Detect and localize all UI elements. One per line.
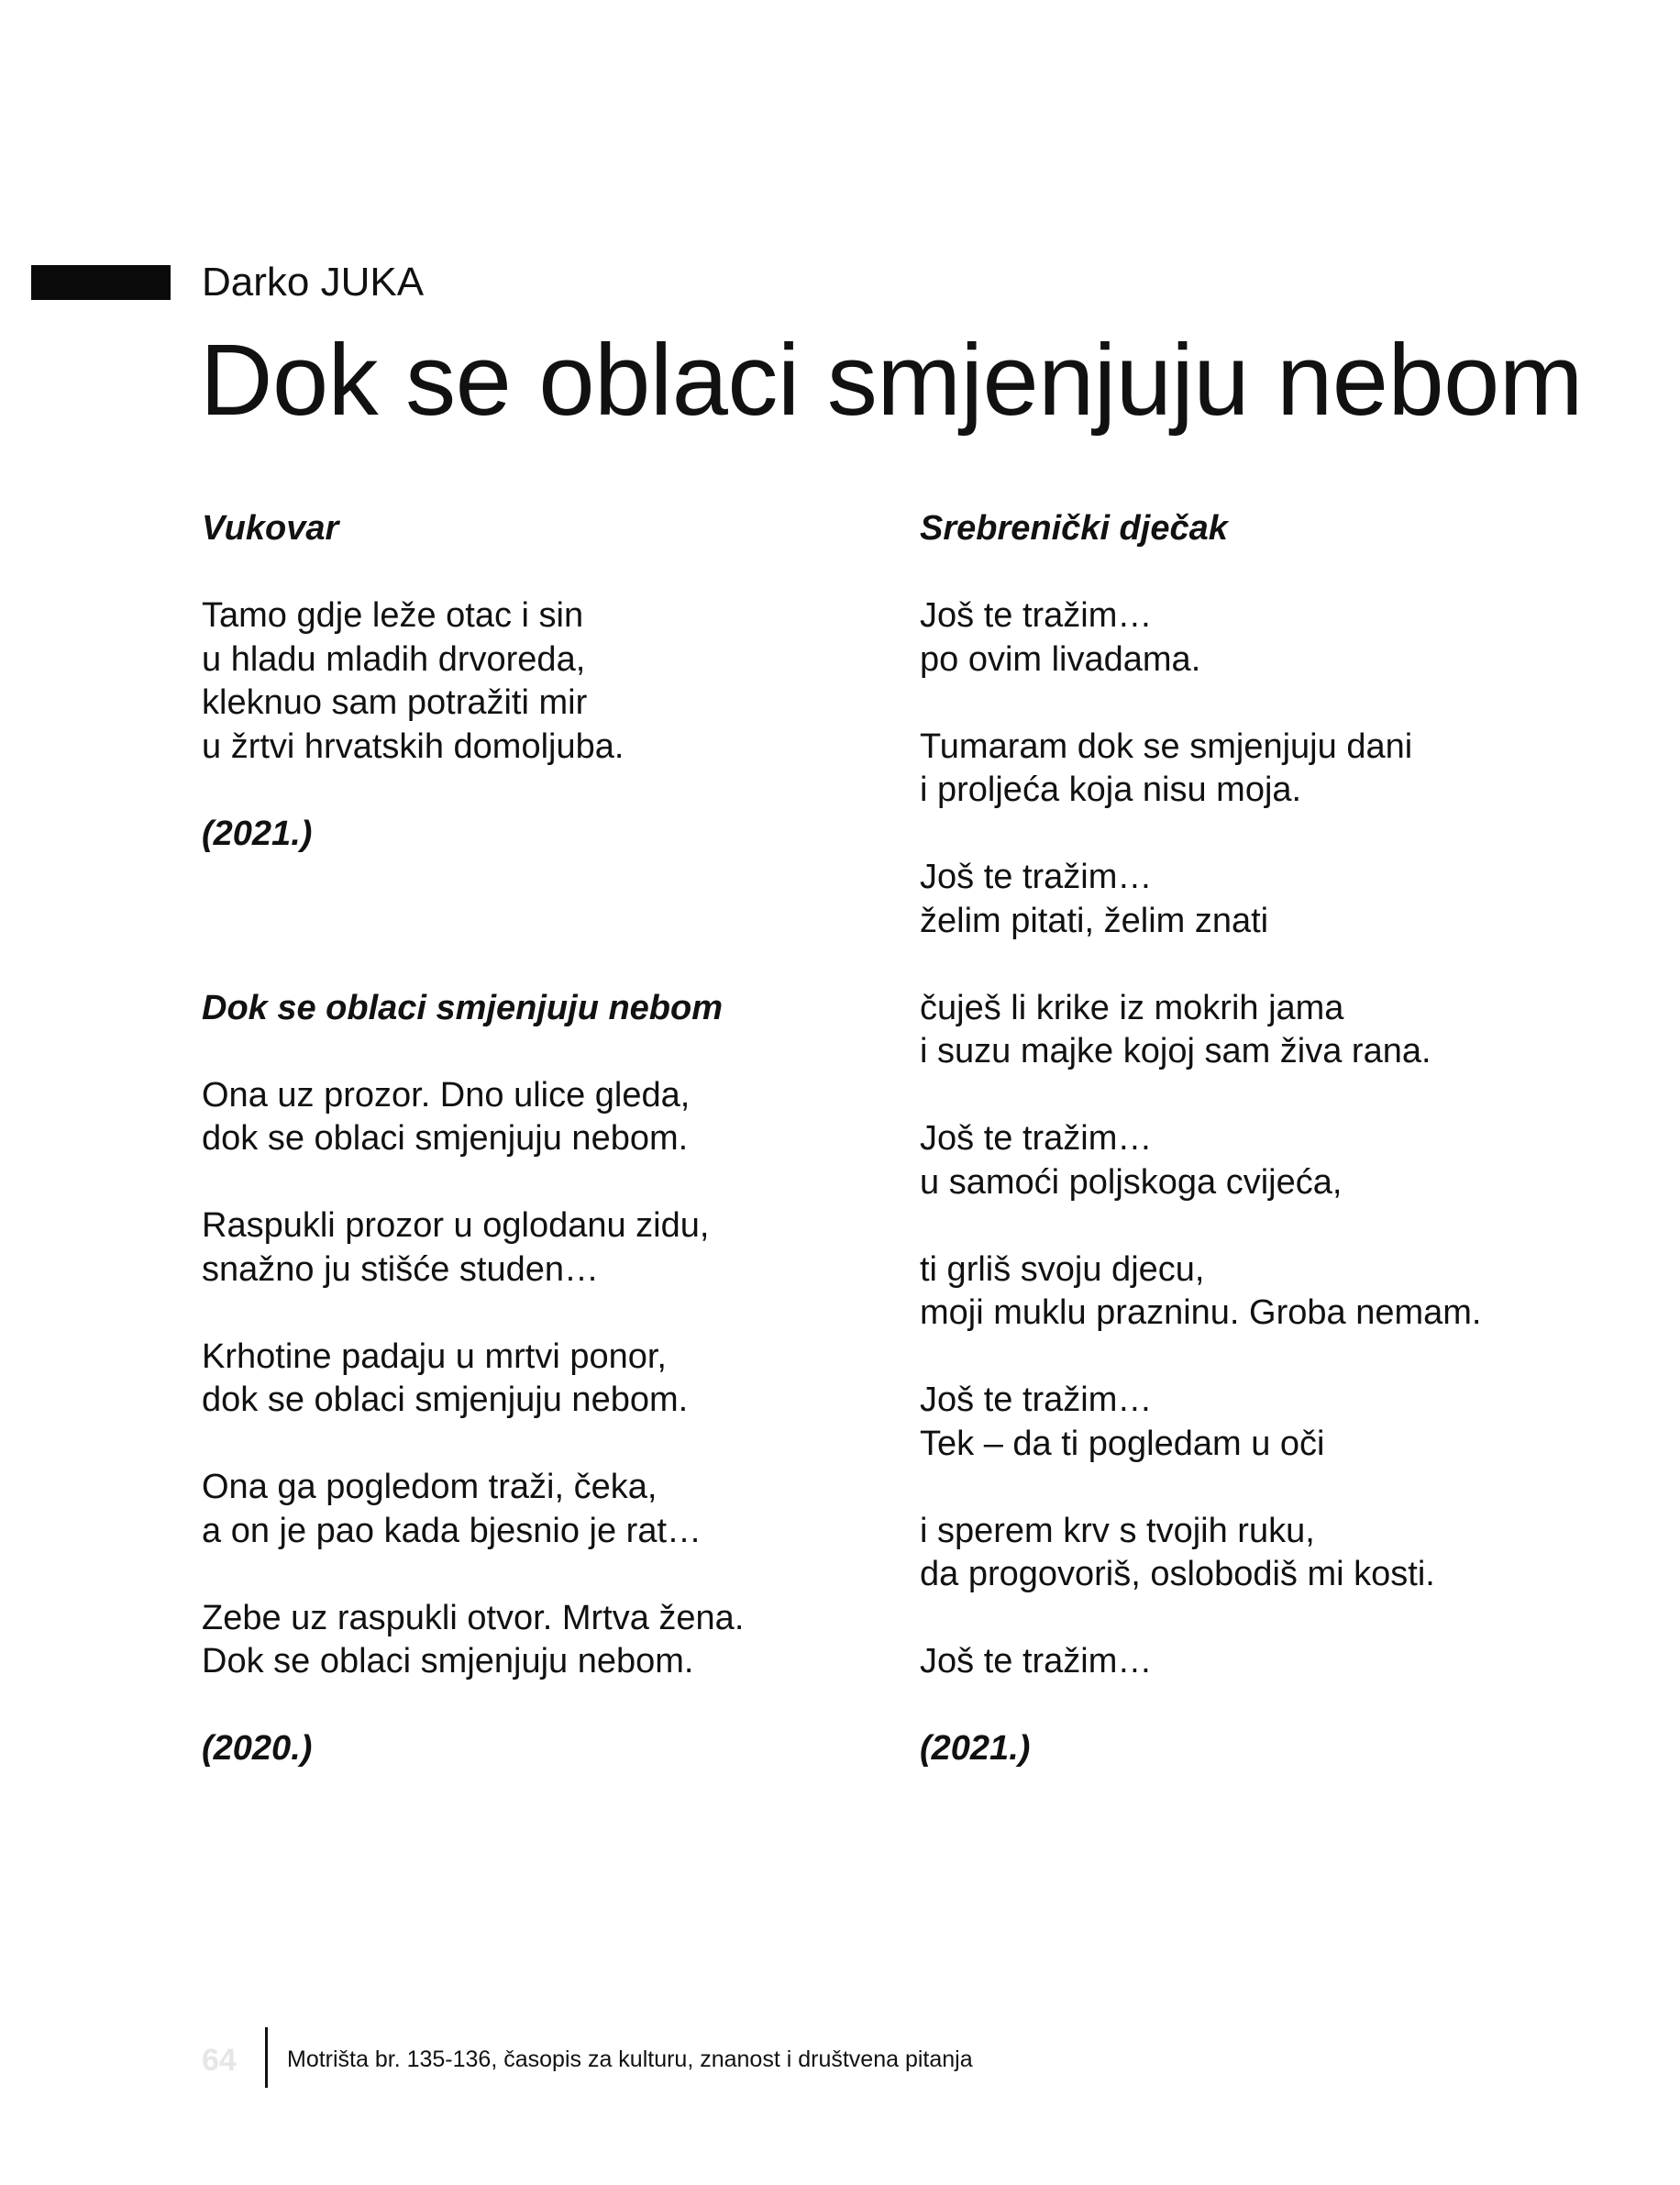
author-marker-bar <box>31 265 171 300</box>
poem-line: Ona uz prozor. Dno ulice gleda, <box>202 1075 691 1115</box>
poem-line: u samoći poljskoga cvijeća, <box>920 1162 1343 1202</box>
poem-line: dok se oblaci smjenjuju nebom. <box>202 1381 689 1419</box>
poem-line: Zebe uz raspukli otvor. Mrtva žena. <box>202 1598 745 1637</box>
poem-line: i proljeća koja nisu moja. <box>920 771 1302 809</box>
poem-stanza <box>920 594 1653 682</box>
right-column <box>920 507 1653 1771</box>
poem-line: Još te tražim… <box>920 858 1153 896</box>
poem-title: Vukovar <box>202 509 339 548</box>
poem-line: po ovim livadama. <box>920 639 1201 679</box>
poem-stanza <box>202 594 862 769</box>
page-number: 64 <box>202 2043 237 2078</box>
poem-stanza <box>920 1117 1653 1204</box>
poem-line: u žrtvi hrvatskih domoljuba. <box>202 726 624 766</box>
poem-stanza <box>920 856 1653 943</box>
poem-line: i sperem krv s tvojih ruku, <box>920 1511 1315 1550</box>
author-name: Darko JUKA <box>202 260 425 305</box>
poem-line: želim pitati, želim znati <box>920 901 1269 940</box>
poem-line: moji muklu prazninu. Groba nemam. <box>920 1293 1482 1332</box>
poem-line: u hladu mladih drvoreda, <box>202 639 586 679</box>
poem-stanza <box>202 1597 862 1684</box>
poem-line: čuješ li krike iz mokrih jama <box>920 988 1344 1027</box>
poem-stanza <box>920 1640 1653 1684</box>
poem-stanza <box>920 1248 1653 1336</box>
poem-stanza <box>202 1204 862 1292</box>
poem-line: Tumaram dok se smjenjuju dani <box>920 726 1413 766</box>
poem-line: a on je pao kada bjesnio je rat… <box>202 1511 702 1550</box>
poem-dok-se-oblaci <box>202 987 862 1771</box>
poem-line: i suzu majke kojoj sam živa rana. <box>920 1032 1431 1070</box>
poem-title: Dok se oblaci smjenjuju nebom <box>202 988 724 1027</box>
poem-stanza <box>920 987 1653 1074</box>
poem-line: Još te tražim… <box>920 1119 1153 1158</box>
left-column <box>202 507 862 1771</box>
poem-vukovar <box>202 507 862 856</box>
poem-line: Dok se oblaci smjenjuju nebom. <box>202 1642 694 1680</box>
poem-line: ti grliš svoju djecu, <box>920 1249 1205 1289</box>
poem-line: Još te tražim… <box>920 1642 1153 1680</box>
poem-line: snažno ju stišće studen… <box>202 1249 600 1289</box>
footer-divider <box>265 2027 268 2088</box>
poem-stanza <box>920 1379 1653 1466</box>
poem-stanza <box>202 1336 862 1423</box>
poem-line: Ona ga pogledom traži, čeka, <box>202 1468 658 1506</box>
poem-year: (2021.) <box>920 1729 1031 1768</box>
poem-line: Još te tražim… <box>920 1381 1153 1419</box>
poem-line: Još te tražim… <box>920 596 1153 635</box>
poem-stanza <box>202 1466 862 1553</box>
poem-line: Tamo gdje leže otac i sin <box>202 596 584 635</box>
poem-title: Srebrenički dječak <box>920 509 1228 548</box>
page-title: Dok se oblaci smjenjuju nebom <box>200 324 1583 437</box>
poem-line: da progovoriš, oslobodiš mi kosti. <box>920 1555 1435 1593</box>
footer-publication: Motrišta br. 135-136, časopis za kulturu, znanost i društvena pitanja <box>287 2046 973 2072</box>
poem-line: Tek – da ti pogledam u oči <box>920 1424 1325 1463</box>
poem-stanza <box>920 726 1653 813</box>
poem-year: (2021.) <box>202 814 313 853</box>
poem-line: kleknuo sam potražiti mir <box>202 683 588 722</box>
poem-srebrenicki-djecak <box>920 507 1653 1771</box>
poem-year: (2020.) <box>202 1729 313 1768</box>
poem-line: Krhotine padaju u mrtvi ponor, <box>202 1337 667 1376</box>
poem-line: dok se oblaci smjenjuju nebom. <box>202 1119 689 1158</box>
poem-line: Raspukli prozor u oglodanu zidu, <box>202 1206 710 1245</box>
poem-stanza <box>202 1074 862 1161</box>
poem-stanza <box>920 1510 1653 1597</box>
